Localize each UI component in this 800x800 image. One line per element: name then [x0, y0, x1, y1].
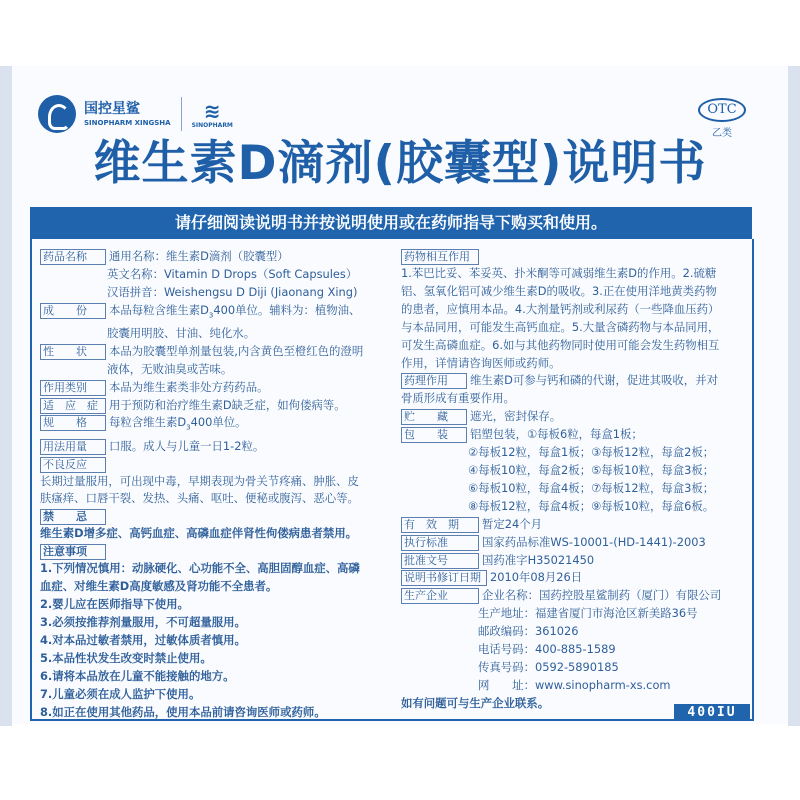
appearance-text: 本品为胶囊型单剂量包装,内含黄色至橙红色的澄明: [109, 343, 364, 358]
package-text-5: ⑧每板12粒，每盒4板；⑨每板10粒，每盒6板。: [468, 498, 715, 513]
brand-name-cn: 国控星鲨: [84, 100, 140, 117]
adverse-text-1: 长期过量服用，可出现中毒，早期表现为骨关节疼痛、肿胀、皮: [40, 473, 359, 488]
instruction-banner: 请仔细阅读说明书并按说明使用或在药师指导下购买和使用。: [30, 207, 752, 239]
otc-mark: OTC: [698, 98, 746, 122]
maker-web: 网 址：www.sinopharm-xs.com: [478, 677, 671, 692]
spec-text: 每粒含维生素$D_3400$单位。: [109, 415, 247, 432]
otc-class: 乙类: [712, 128, 732, 139]
drug-name-label: 药品名称: [40, 249, 106, 265]
indication-label: 适 应 症: [40, 398, 106, 414]
indication-text: 用于预防和治疗维生素D缺乏症，如佝偻病等。: [109, 397, 346, 412]
content-frame: [30, 239, 754, 721]
interaction-text-4: 与本品同用，可能发生高钙血症。5.大量含磷药物与本品同用，: [401, 319, 720, 334]
caution-item-3: 3.必须按推荐剂量服用，不可超量服用。: [40, 614, 246, 629]
caution-item-8: 8.如正在使用其他药品，使用本品前请咨询医师或药师。: [40, 704, 326, 719]
standard-text: 国家药品标准WS-10001-(HD-1441)-2003: [482, 534, 706, 549]
drug-name-pinyin: 汉语拼音：Weishengsu D Diji (Jiaonang Xing): [107, 284, 358, 299]
left-column: [40, 248, 395, 721]
maker-phone: 电话号码：400-885-1589: [478, 642, 616, 657]
contra-label: 禁 忌: [40, 509, 106, 525]
brand-mark-icon: [38, 95, 76, 133]
category-label: 作用类别: [40, 380, 106, 396]
pharm-label: 药理作用: [401, 373, 467, 389]
otc-badge: [698, 98, 746, 139]
validity-label: 有 效 期: [401, 517, 479, 533]
document-title: 维生素D滴剂(胶囊型)说明书: [93, 136, 707, 191]
package-text-4: ⑥每板10粒，每盒4板；⑦每板12粒，每盒3板；: [468, 480, 715, 495]
caution-item-5: 5.本品性状发生改变时禁止使用。: [40, 650, 212, 665]
maker-fax: 传真号码：0592-5890185: [478, 659, 619, 674]
storage-label: 贮 藏: [401, 409, 467, 425]
appearance-label: 性 状: [40, 344, 106, 360]
pharm-text-2: 骨质形成有重要作用。: [401, 391, 515, 406]
contact-note: 如有问题可与生产企业联系。: [401, 695, 550, 710]
ingredients-text: 本品每粒含维生素$D_3400$单位。辅料为：植物油、: [109, 302, 361, 319]
maker-name: 企业名称：国药控股星鲨制药（厦门）有限公司: [482, 588, 722, 603]
sinopharm-wave-icon: ≋: [203, 98, 221, 123]
package-label: 包 装: [401, 427, 467, 443]
logo-divider: [181, 97, 182, 131]
interaction-text-6: 作用，详情请咨询医师或药师。: [401, 355, 561, 370]
ingredients-text-2: 胶囊用明胶、甘油、纯化水。: [107, 325, 256, 340]
interaction-text-3: 的患者，应慎用本品。4.大剂量钙剂或利尿药（一些降血压药）: [401, 301, 720, 316]
interaction-text-2: 铝、氢氧化铝可减少维生素D的吸收。3.正在使用洋地黄类药物: [401, 283, 717, 298]
right-column: [401, 248, 747, 713]
approval-text: 国药准字H35021450: [482, 552, 595, 567]
interaction-text-1: 1.苯巴比妥、苯妥英、扑米酮等可减弱维生素D的作用。2.硫糖: [401, 266, 717, 280]
caution-item-4: 4.对本品过敏者禁用，过敏体质者慎用。: [40, 632, 246, 647]
standard-label: 执行标准: [401, 535, 479, 551]
revision-text: 2010年08月26日: [490, 570, 583, 585]
caution-item-7: 7.儿童必须在成人监护下使用。: [40, 686, 201, 701]
adverse-text-2: 肤瘙痒、口唇干裂、发热、头痛、呕吐、便秘或腹泻、恶心等。: [40, 491, 359, 506]
maker-address: 生产地址：福建省厦门市海沧区新美路36号: [478, 606, 698, 621]
revision-label: 说明书修订日期: [401, 570, 487, 586]
interaction-label: 药物相互作用: [401, 249, 479, 265]
dosage-label: 用法用量: [40, 439, 106, 455]
caution-item-6: 6.请将本品放在儿童不能接触的地方。: [40, 668, 235, 683]
brand-logo: [38, 95, 233, 133]
caution-item-1a: 1.下列情况慎用：动脉硬化、心功能不全、高胆固醇血症、高磷: [40, 561, 360, 576]
caution-label: 注意事项: [40, 544, 106, 560]
drug-name-en: 英文名称：Vitamin D Drops（Soft Capsules）: [107, 266, 358, 281]
validity-text: 暂定24个月: [482, 516, 543, 531]
drug-name-common: 通用名称：维生素D滴剂（胶囊型）: [109, 249, 289, 263]
pharm-text: 维生素D可参与钙和磷的代谢，促进其吸收，并对: [470, 373, 718, 388]
caution-item-1b: 血症、对维生素D高度敏感及肾功能不全患者。: [40, 579, 278, 594]
approval-label: 批准文号: [401, 553, 479, 569]
adverse-label: 不良反应: [40, 457, 106, 473]
package-text-1: 铝塑包装，①每板6粒，每盒1板；: [470, 427, 643, 442]
maker-postcode: 邮政编码：361026: [478, 624, 579, 639]
maker-label: 生产企业: [401, 588, 479, 604]
brand-name-en: SINOPHARM XINGSHA: [84, 118, 171, 127]
category-text: 本品为维生素类非处方药药品。: [109, 379, 269, 394]
dosage-text: 口服。成人与儿童一日1-2粒。: [109, 438, 265, 453]
storage-text: 遮光，密封保存。: [470, 409, 562, 424]
sub-brand-name: SINOPHARM: [191, 121, 233, 129]
contra-text: 维生素D增多症、高钙血症、高磷血症伴肾性佝偻病患者禁用。: [40, 526, 358, 541]
ingredients-label: 成 份: [40, 303, 106, 319]
package-text-3: ④每板10粒，每盒2板；⑤每板10粒，每盒3板；: [468, 462, 715, 477]
package-text-2: ②每板12粒，每盒1板；③每板12粒，每盒2板；: [468, 445, 715, 460]
dose-corner-tag: 400IU: [674, 704, 750, 721]
caution-item-2: 2.婴儿应在医师指导下使用。: [40, 597, 189, 612]
interaction-text-5: 可发生高磷血症。6.如与其他药物同时使用可能会发生药物相互: [401, 337, 720, 352]
appearance-text-2: 液体，无败油臭或苦味。: [107, 361, 233, 376]
spec-label: 规 格: [40, 415, 106, 431]
